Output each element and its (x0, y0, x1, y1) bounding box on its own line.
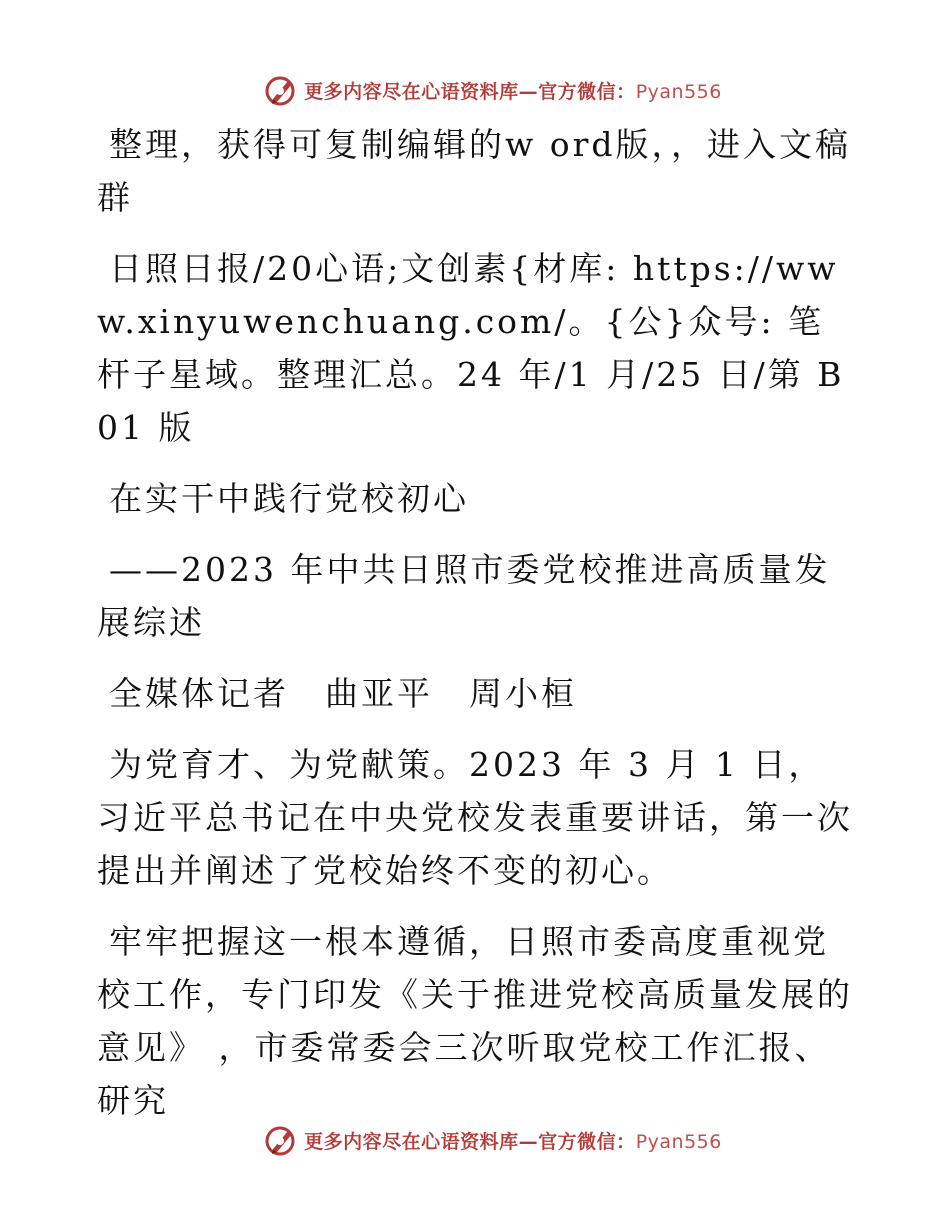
footer-separator: — (518, 1130, 539, 1153)
header-banner (0, 70, 950, 110)
footer-banner-text (304, 1127, 722, 1154)
header-banner-inner (264, 73, 722, 107)
pen-logo-icon (264, 73, 298, 107)
header-contact-label: 官方微信： (538, 80, 636, 103)
header-site-text: 更多内容尽在心语资料库 (304, 80, 519, 103)
article-subtitle: ——2023 年中共日照市委党校推进高质量发展综述 (97, 550, 831, 642)
header-separator: — (518, 80, 539, 103)
footer-site-text: 更多内容尽在心语资料库 (304, 1130, 519, 1153)
footer-banner (0, 1120, 950, 1160)
article-title: 在实干中践行党校初心 (109, 479, 469, 518)
article-byline: 全媒体记者 曲亚平 周小桓 (109, 674, 577, 713)
intro-paragraph: 整理，获得可复制编辑的w ord版，，进入文稿群 (97, 125, 852, 217)
document-body (97, 118, 857, 1145)
source-paragraph: 日照日报/20心语;文创素{材库: https://www.xinyuwenchuang.com/。{公}众号: 笔杆子星域。整理汇总。24 年/1 月/25 日/第 B01 版 (97, 249, 845, 447)
footer-contact-id: Pyan556 (635, 1130, 722, 1153)
header-banner-text (304, 77, 722, 104)
body-paragraph-1: 为党育才、为党献策。2023 年 3 月 1 日，习近平总书记在中央党校发表重要讲话，第一次提出并阐述了党校始终不变的初心。 (97, 745, 853, 890)
body-paragraph-2: 牢牢把握这一根本遵循，日照市委高度重视党校工作，专门印发《关于推进党校高质量发展的意见》 ，市委常委会三次听取党校工作汇报、研究 (97, 922, 853, 1120)
pen-logo-icon (264, 1123, 298, 1157)
footer-contact-label: 官方微信： (538, 1130, 636, 1153)
footer-banner-inner (264, 1123, 722, 1157)
header-contact-id: Pyan556 (635, 80, 722, 103)
